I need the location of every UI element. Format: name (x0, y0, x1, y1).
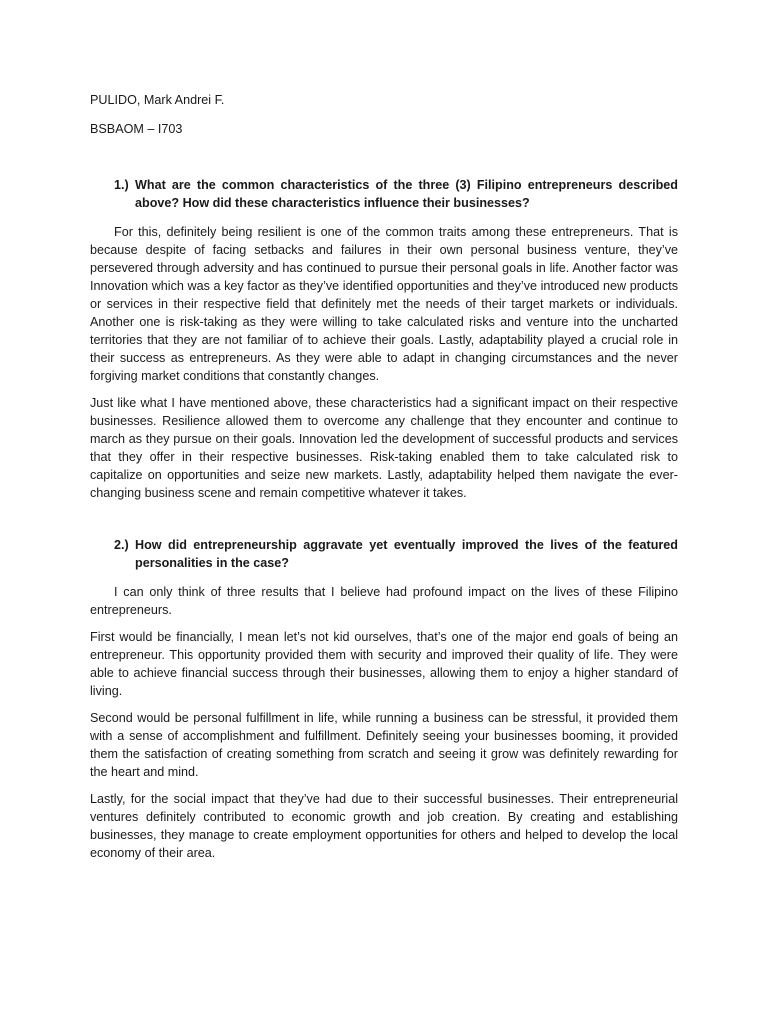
question-text: How did entrepreneurship aggravate yet eventually improved the lives of the featured personalities in the case? (135, 538, 678, 570)
answer-paragraph: Second would be personal fulfillment in life, while running a business can be stressful, it provided them with a sense of accomplishment and fulfillment. Definitely seeing your businesses booming, it provided them the satisfaction of creating something from scratch and seeing it grow was definitely rewarding for the heart and mind. (90, 711, 678, 779)
question-text: What are the common characteristics of the three (3) Filipino entrepreneurs described above? How did these characteristics influence their businesses? (135, 178, 678, 210)
student-course: BSBAOM – I703 (90, 122, 183, 136)
question-number: 1.) (114, 178, 129, 192)
answer-paragraph: For this, definitely being resilient is one of the common traits among these entrepreneurs. That is because despite of facing setbacks and failures in their own personal business venture, they’ve persevered through adversity and has continued to pursue their personal goals in life. Another factor was Innovation which was a key factor as they’ve identified opportunities and they’ve introduced new products or services in their respective field that definitely met the needs of their target markets or individuals. Another one is risk-taking as they were willing to take calculated risks and venture into the uncharted territories that they are not familiar of to achieve their goals. Lastly, adaptability played a crucial role in their success as entrepreneurs. As they were able to adapt in changing circumstances and the never forgiving market conditions that constantly changes. (90, 225, 678, 383)
document-page (90, 91, 678, 862)
answer-paragraph: I can only think of three results that I believe had profound impact on the lives of these Filipino entrepreneurs. (90, 585, 678, 617)
question-number: 2.) (114, 538, 129, 552)
answer-paragraph: First would be financially, I mean let’s not kid ourselves, that’s one of the major end goals of being an entrepreneur. This opportunity provided them with security and improved their quality of life. They were able to achieve financial success through their businesses, allowing them to enjoy a higher standard of living. (90, 630, 678, 698)
student-name: PULIDO, Mark Andrei F. (90, 93, 225, 107)
question-1 (90, 176, 678, 212)
answer-paragraph: Just like what I have mentioned above, these characteristics had a significant impact on their respective businesses. Resilience allowed them to overcome any challenge that they encounter and continue to march as they pursue on their goals. Innovation led the development of successful products and services that they offer in their respective businesses. Risk-taking enabled them to take calculated risk to capitalize on opportunities and seize new markets. Lastly, adaptability helped them navigate the ever-changing business scene and remain competitive whatever it takes. (90, 396, 678, 500)
question-2 (90, 536, 678, 572)
answer-paragraph: Lastly, for the social impact that they’ve had due to their successful businesses. Their entrepreneurial ventures definitely contributed to economic growth and job creation. By creating and establishing businesses, they manage to create employment opportunities for others and helped to develop the local economy of their area. (90, 792, 678, 860)
